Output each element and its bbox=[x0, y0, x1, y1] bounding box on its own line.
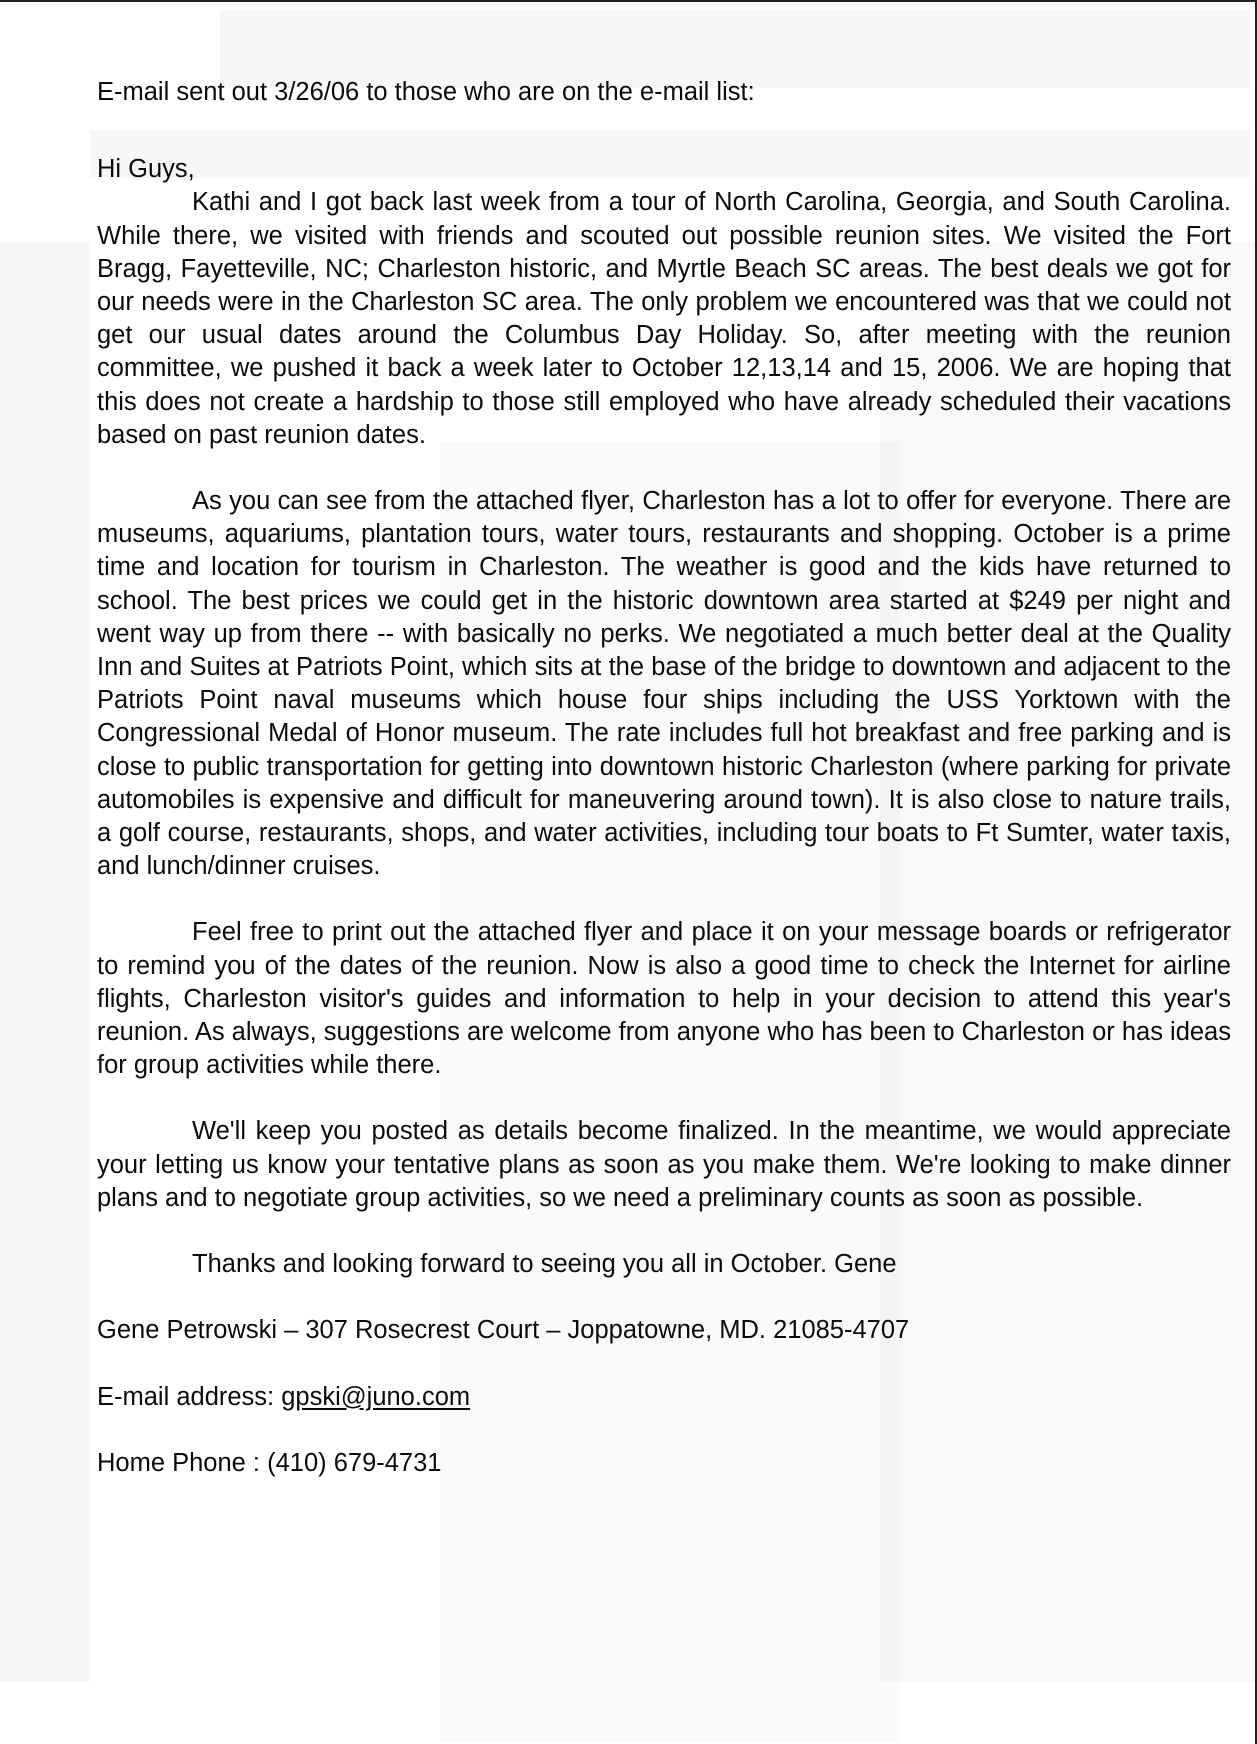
letter-closing: Thanks and looking forward to seeing you all in October. Gene bbox=[192, 1250, 897, 1279]
letter-salutation: Hi Guys, bbox=[97, 155, 195, 184]
address-line: Gene Petrowski – 307 Rosecrest Court – Joppatowne, MD. 21085-4707 bbox=[97, 1316, 910, 1345]
bleed-through-left-column bbox=[0, 242, 90, 1682]
email-letter bbox=[97, 76, 1231, 1480]
letter-header: E-mail sent out 3/26/06 to those who are on the e-mail list: bbox=[97, 78, 755, 106]
paragraph-flyer: Feel free to print out the attached flyer and place it on your message boards or refrigerator to remind you of the dates of the reunion. Now is also a good time to check the Internet for airline flights, Charleston visitor's guides and information to help in your decision to attend this year's reunion. As always, suggestions are welcome from anyone who has been to Charleston or has ideas for group activities while there. bbox=[97, 918, 1231, 1080]
phone-line: Home Phone : (410) 679-4731 bbox=[97, 1448, 442, 1477]
paragraph-reunion-dates: Kathi and I got back last week from a tour of North Carolina, Georgia, and South Carolina. While there, we visited with friends and scouted out possible reunion sites. We visited the Fort Bragg, Fayetteville, NC; Charleston historic, and Myrtle Beach SC areas. The best deals we got for our needs were in the Charleston SC area. The only problem we encountered was that we could not get our usual dates around the Columbus Day Holiday. So, after meeting with the reunion committee, we pushed it back a week later to October 12,13,14 and 15, 2006. We are hoping that this does not create a hardship to those still employed who have already scheduled their vacations based on past reunion dates. bbox=[97, 188, 1231, 449]
paragraph-plans: We'll keep you posted as details become finalized. In the meantime, we would appreciate your letting us know your tentative plans as soon as you make them. We're looking to make dinner plans and to negotiate group activities, so we need a preliminary counts as soon as possible. bbox=[97, 1117, 1231, 1212]
paragraph-charleston-hotel: As you can see from the attached flyer, Charleston has a lot to offer for everyone. There are museums, aquariums, plantation tours, water tours, restaurants and shopping. October is a prime time and location for tourism in Charleston. The weather is good and the kids have returned to school. The best prices we could get in the historic downtown area started at $249 per night and went way up from there -- with basically no perks. We negotiated a much better deal at the Quality Inn and Suites at Patriots Point, which sits at the base of the bridge to downtown and adjacent to the Patriots Point naval museums which house four ships including the USS Yorktown with the Congressional Medal of Honor museum. The rate includes full hot breakfast and free parking and is close to public transportation for getting into downtown historic Charleston (where parking for private automobiles is expensive and difficult for maneuvering around town). It is also close to nature trails, a golf course, restaurants, shops, and water activities, including tour boats to Ft Sumter, water taxis, and lunch/dinner cruises. bbox=[97, 487, 1231, 881]
email-line bbox=[97, 1381, 1231, 1414]
email-label: E-mail address: bbox=[97, 1382, 282, 1411]
email-link[interactable]: gpski@juno.com bbox=[281, 1382, 471, 1411]
